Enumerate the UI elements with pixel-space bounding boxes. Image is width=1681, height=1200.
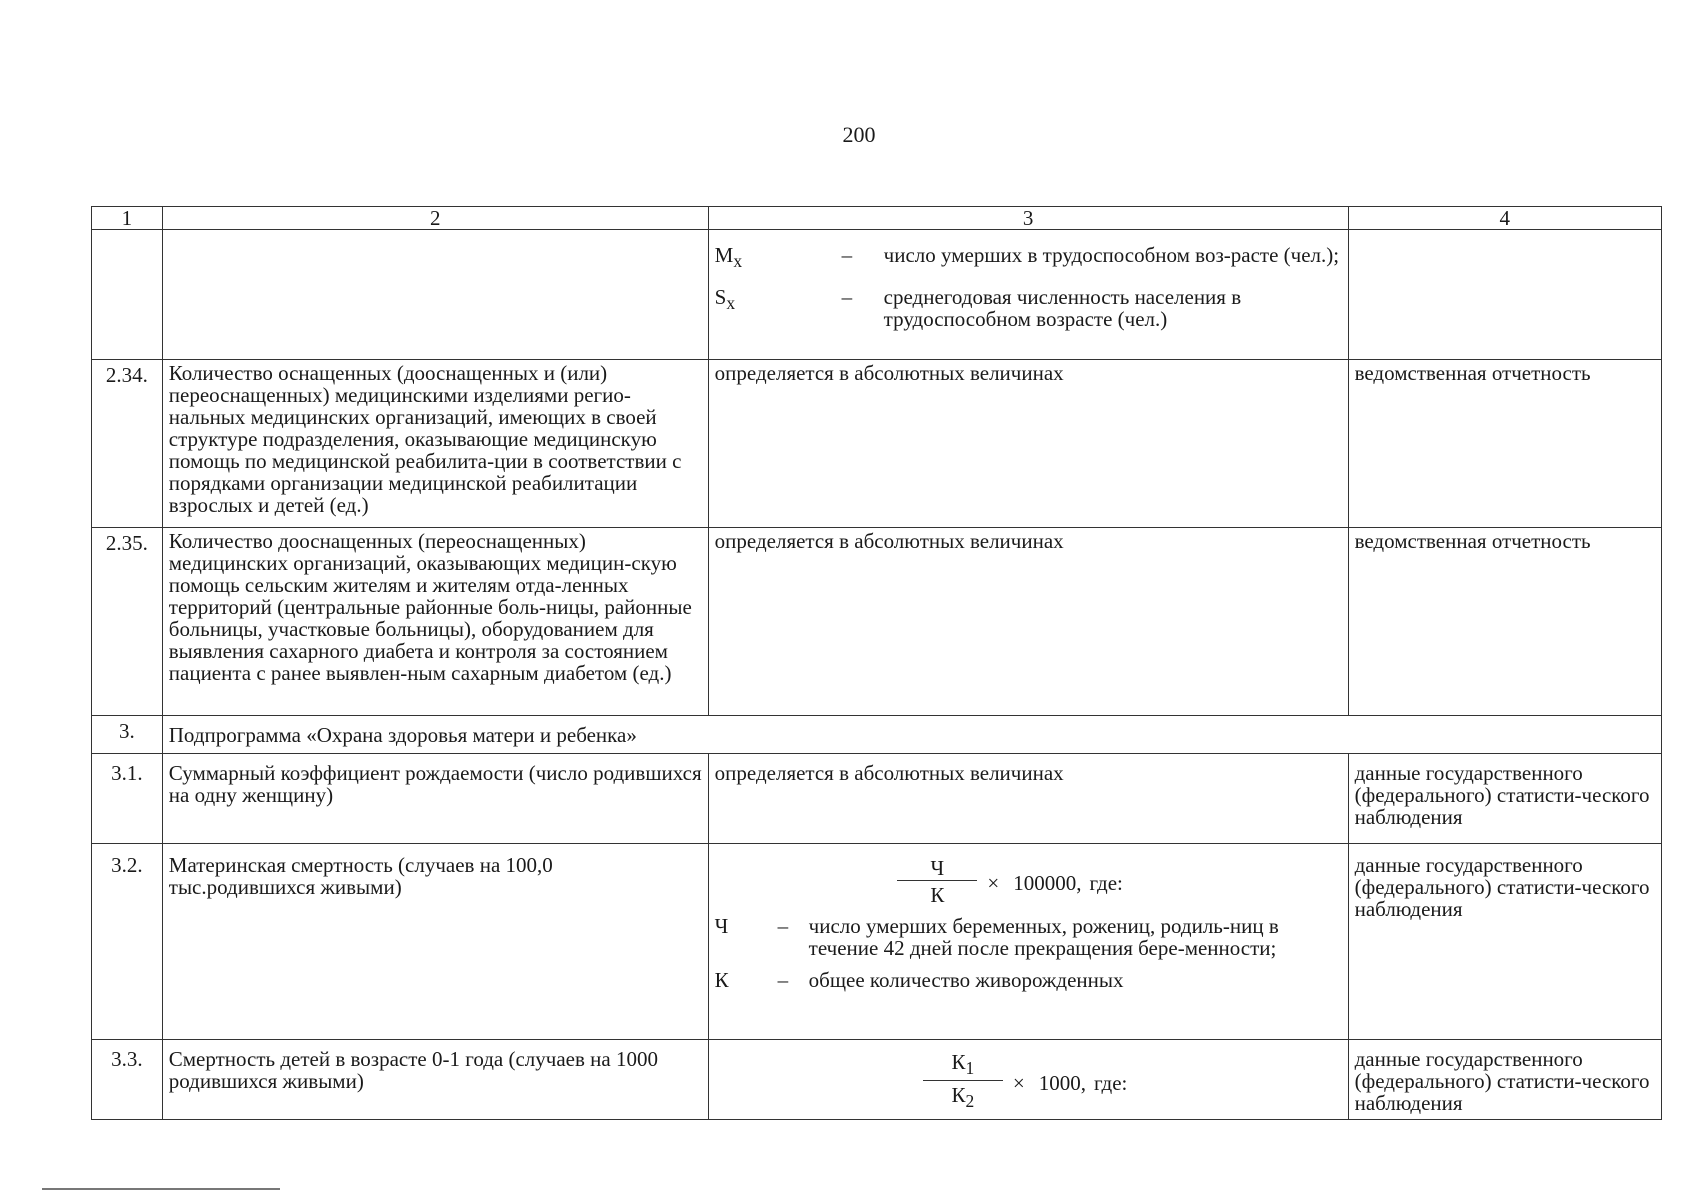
table-row-mx-sx-definitions [92, 230, 1662, 360]
definition-sx [715, 286, 1342, 330]
data-source: ведомственная отчетность [1348, 528, 1661, 716]
footnote-separator-line [42, 1188, 280, 1190]
definition-symbol: К [714, 968, 729, 992]
symbol-subscript: x [726, 293, 736, 314]
definition-mx [715, 244, 1342, 272]
page-number: 200 [842, 122, 876, 147]
empty-cell [162, 230, 708, 360]
table-row-3-section [92, 716, 1662, 754]
calculation-method [708, 844, 1348, 1040]
symbol-m: M [714, 243, 734, 267]
formula-factor: 1000, [1038, 1070, 1086, 1095]
table-row-3-3 [92, 1040, 1662, 1120]
data-source: данные государственного (федерального) статисти-ческого наблюдения [1348, 844, 1661, 1040]
symbol-subscript: x [733, 251, 743, 272]
table-row-2-35 [92, 528, 1662, 716]
data-source: данные государственного (федерального) статисти-ческого наблюдения [1348, 754, 1661, 844]
calculation-method: определяется в абсолютных величинах [708, 528, 1348, 716]
method-cell [708, 230, 1348, 360]
formula-where: где: [1093, 1070, 1128, 1095]
row-number: 2.35. [92, 528, 163, 716]
row-number: 3.2. [92, 844, 163, 1040]
row-number: 2.34. [92, 360, 163, 528]
fraction [923, 1050, 1003, 1115]
definition-text: число умерших в трудоспособном воз-раcте (чел.); [883, 243, 1340, 267]
symbol-s: S [714, 285, 727, 310]
column-number-3: 3 [708, 207, 1348, 230]
table-row-2-34 [92, 360, 1662, 528]
fraction [897, 856, 977, 909]
table-row-3-1 [92, 754, 1662, 844]
definition-k [715, 969, 1342, 991]
definition-dash: – [777, 914, 789, 938]
formula [679, 856, 1342, 909]
denominator: К [930, 883, 945, 907]
indicator-name: Материнская смертность (случаев на 100,0 тыс.родившихся живыми) [162, 844, 708, 1040]
row-number: 3. [92, 716, 163, 754]
data-source: данные государственного (федерального) статисти-ческого наблюдения [1348, 1040, 1661, 1120]
column-numbers-row [92, 207, 1662, 230]
definition-text: число умерших беременных, рожениц, родиль-ниц в течение 42 дней после прекращения бере-менности; [808, 914, 1279, 960]
data-source: ведомственная отчетность [1348, 360, 1661, 528]
calculation-method [708, 1040, 1348, 1120]
times-sign: × [1012, 1070, 1025, 1095]
indicator-name: Количество дооснащенных (переоснащенных) медицинских организаций, оказывающих медицин-скую помощь сельским жителям и жителям отда-ленных территорий (центральные районные боль-ницы, районные больницы, участковые больницы), оборудованием для выявления сахарного диабета и контроля за состоянием пациента с ранее выявлен-ным сахарным диабетом (ед.) [162, 528, 708, 716]
column-number-2: 2 [162, 207, 708, 230]
formula-where: где: [1089, 870, 1123, 895]
empty-cell [1348, 230, 1661, 360]
indicator-name: Смертность детей в возрасте 0-1 года (случаев на 1000 родившихся живыми) [162, 1040, 708, 1120]
formula-factor: 100000, [1013, 870, 1082, 895]
empty-cell [92, 230, 163, 360]
definition-text: общее количество живорожденных [808, 968, 1124, 992]
times-sign: × [987, 870, 1000, 895]
row-number: 3.3. [92, 1040, 163, 1120]
calculation-method: определяется в абсолютных величинах [708, 360, 1348, 528]
formula [709, 1050, 1342, 1115]
section-title: Подпрограмма «Охрана здоровья матери и ребенка» [162, 716, 1661, 754]
denominator: $К_2$ [951, 1083, 975, 1112]
column-number-1: 1 [92, 207, 163, 230]
row-number: 3.1. [92, 754, 163, 844]
indicator-name: Количество оснащенных (дооснащенных и (или) переоснащенных) медицинскими изделиями регио-нальных медицинских организаций, имеющих в своей структуре подразделения, оказывающие медицинскую помощь по медицинской реабилита-ции в соответствии с порядками организации медицинской реабилитации взрослых и детей (ед.) [162, 360, 708, 528]
definition-symbol: Ч [714, 914, 729, 938]
column-number-4: 4 [1348, 207, 1661, 230]
definition-dash: – [777, 968, 789, 992]
definition-dash: – [841, 285, 853, 310]
definition-ch [715, 915, 1342, 959]
indicators-table [91, 206, 1662, 1120]
definition-text: среднегодовая численность населения в трудоспособном возрасте (чел.) [883, 285, 1242, 332]
definition-dash: – [841, 243, 853, 267]
calculation-method: определяется в абсолютных величинах [708, 754, 1348, 844]
numerator: Ч [897, 856, 977, 881]
indicator-name: Суммарный коэффициент рождаемости (число родившихся на одну женщину) [162, 754, 708, 844]
numerator: $К_1$ [923, 1050, 1003, 1081]
table-row-3-2 [92, 844, 1662, 1040]
